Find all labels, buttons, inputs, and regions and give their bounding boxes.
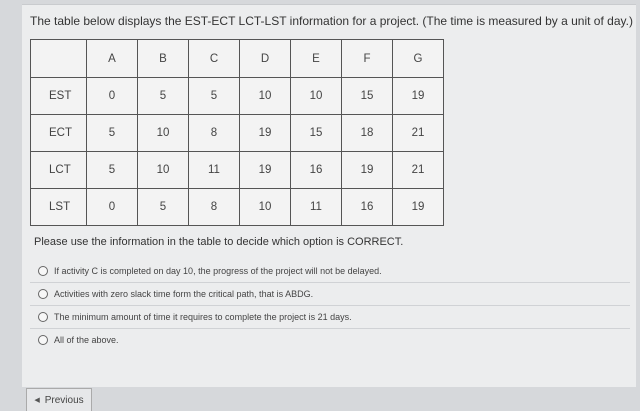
answer-option-4[interactable] [30,329,630,351]
answer-option-1[interactable] [30,260,630,283]
table-cell: 19 [393,78,444,115]
question-intro: The table below displays the EST-ECT LCT-LST information for a project. (The time is measured by a unit of day.) [30,14,633,28]
table-row-ect [31,115,444,152]
answer-options [30,260,630,351]
table-cell: 16 [291,152,342,189]
previous-label: Previous [44,394,84,406]
table-cell: 5 [87,115,138,152]
table-cell: 8 [189,115,240,152]
table-row-lct [31,152,444,189]
column-header-a: A [87,40,138,78]
table-row-est [31,78,444,115]
question-prompt: Please use the information in the table to decide which option is CORRECT. [34,236,404,248]
table-cell: 5 [87,152,138,189]
table-cell: 5 [189,78,240,115]
est-lst-table [30,39,444,226]
row-header: ECT [31,115,87,152]
option-label: All of the above. [54,335,119,345]
column-header-d: D [240,40,291,78]
table-cell: 19 [240,115,291,152]
answer-option-3[interactable] [30,306,630,329]
column-header-g: G [393,40,444,78]
table-row-lst [31,189,444,226]
option-label: Activities with zero slack time form the critical path, that is ABDG. [54,289,314,299]
table-cell: 0 [87,78,138,115]
table-cell: 21 [393,152,444,189]
table-cell: 10 [138,115,189,152]
answer-option-2[interactable] [30,283,630,306]
table-cell: 16 [342,189,393,226]
table-cell: 10 [240,78,291,115]
table-cell: 10 [291,78,342,115]
row-header: LST [31,189,87,226]
previous-button[interactable] [26,388,92,411]
radio-button[interactable] [38,335,48,345]
chevron-left-icon: ◀ [34,397,40,404]
table-cell: 8 [189,189,240,226]
table-cell: 15 [291,115,342,152]
row-header: EST [31,78,87,115]
table-cell: 19 [342,152,393,189]
table-header-row [31,40,444,78]
table-cell: 11 [291,189,342,226]
radio-button[interactable] [38,266,48,276]
table-cell: 15 [342,78,393,115]
option-label: If activity C is completed on day 10, the progress of the project will not be delayed. [54,266,382,276]
table-cell: 5 [138,78,189,115]
column-header-e: E [291,40,342,78]
table-cell: 19 [240,152,291,189]
table-cell: 21 [393,115,444,152]
table-cell: 10 [240,189,291,226]
radio-button[interactable] [38,289,48,299]
option-label: The minimum amount of time it requires to complete the project is 21 days. [54,312,352,322]
column-header-c: C [189,40,240,78]
table-cell: 5 [138,189,189,226]
table-cell: 11 [189,152,240,189]
column-header-b: B [138,40,189,78]
table-cell: 19 [393,189,444,226]
row-header: LCT [31,152,87,189]
radio-button[interactable] [38,312,48,322]
table-cell: 0 [87,189,138,226]
table-corner-cell [31,40,87,78]
table-cell: 18 [342,115,393,152]
table-cell: 10 [138,152,189,189]
column-header-f: F [342,40,393,78]
